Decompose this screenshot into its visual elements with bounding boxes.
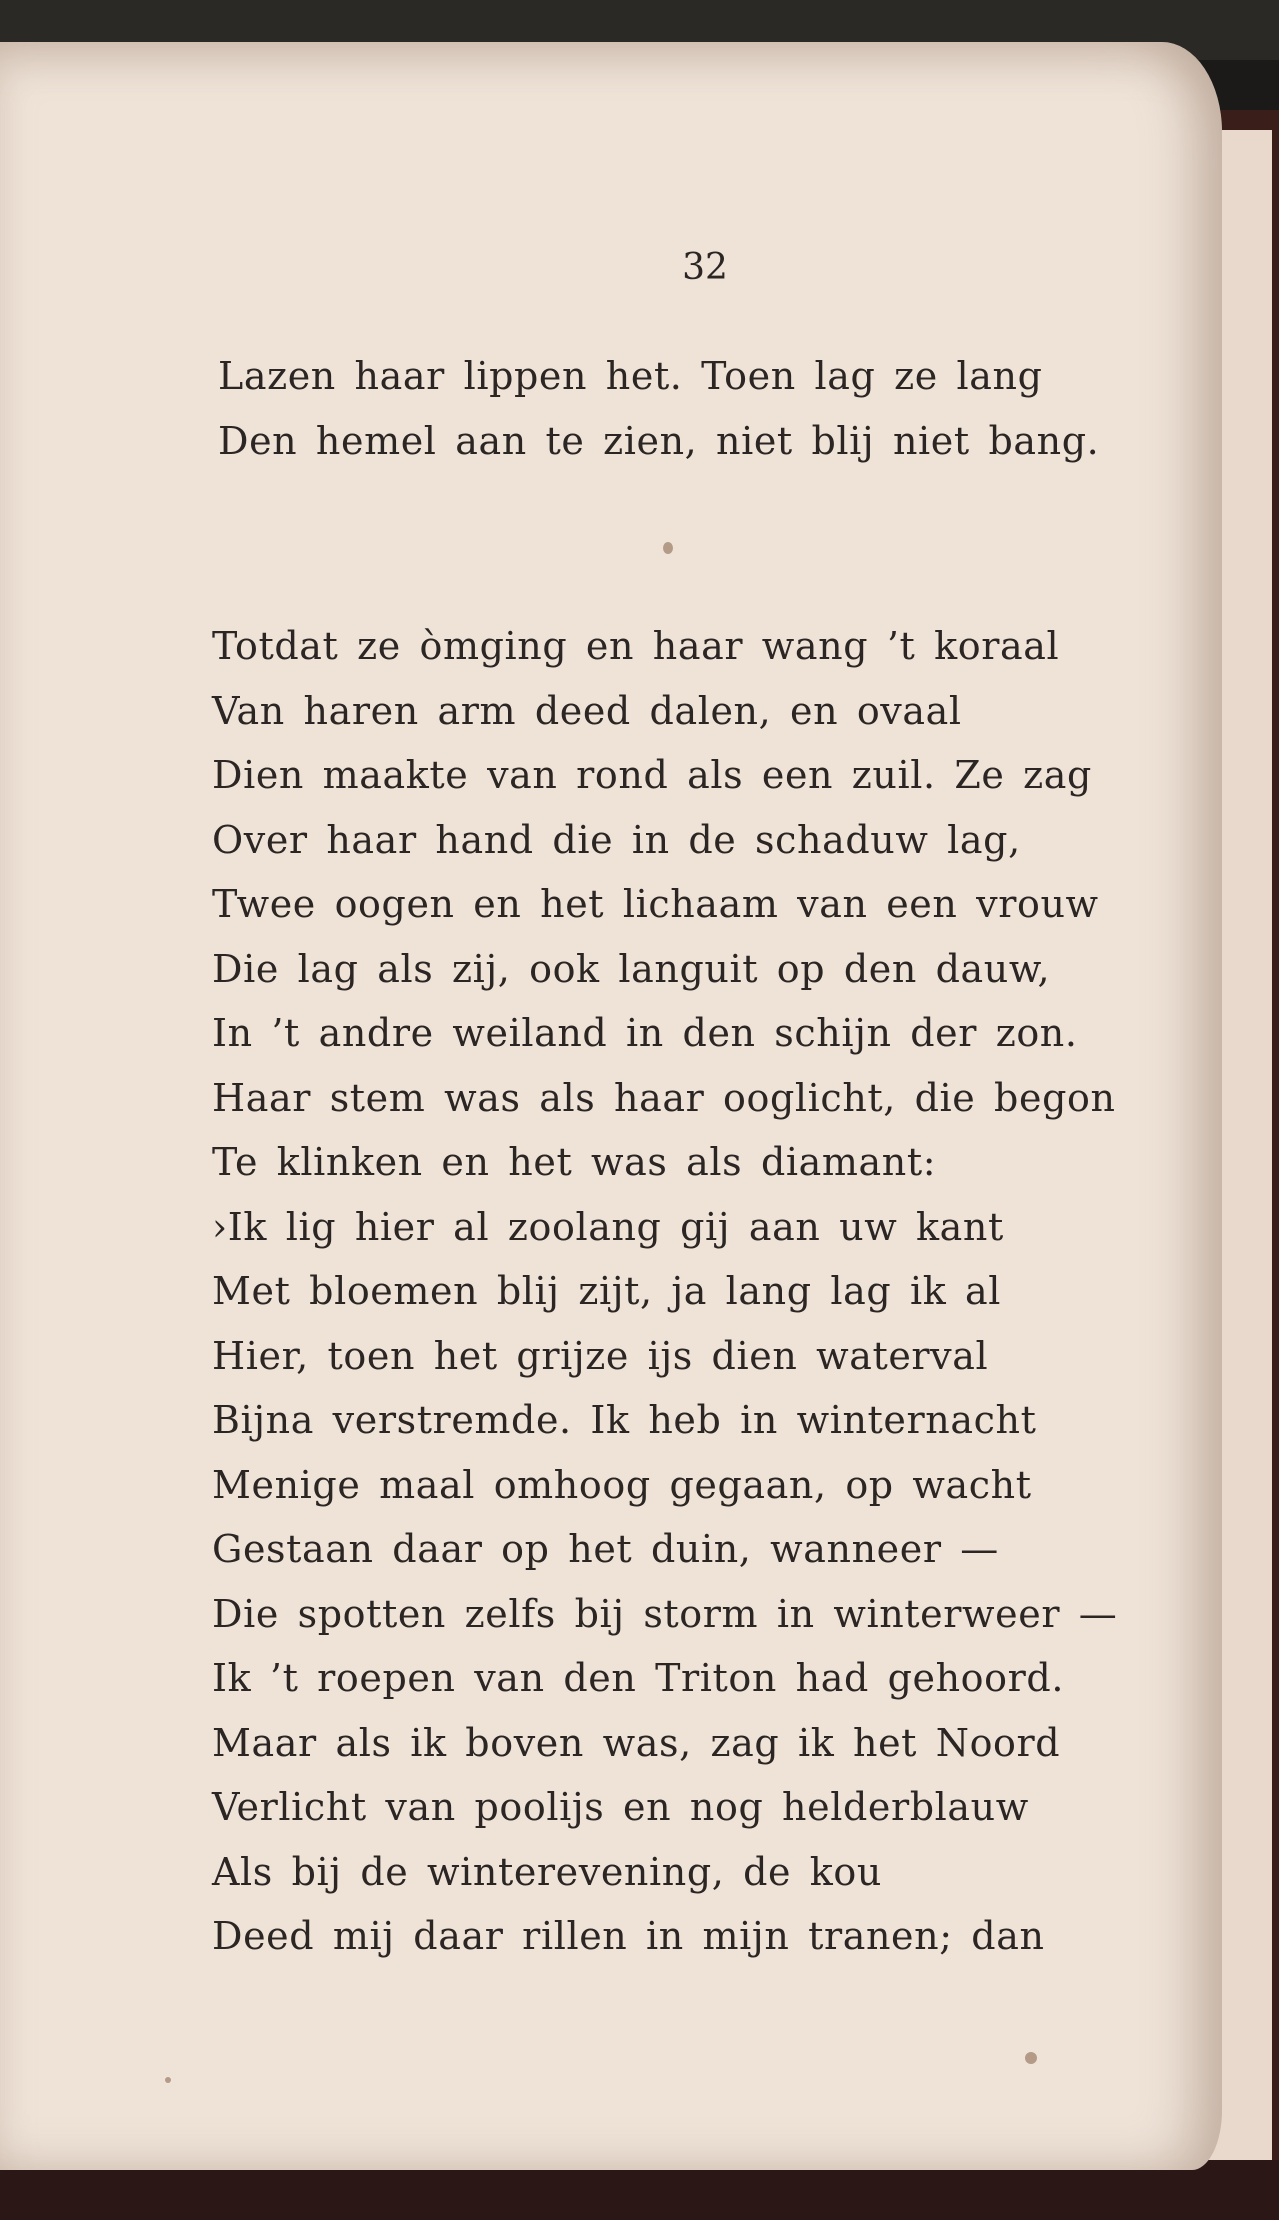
- verse-line: Dien maakte van rond als een zuil. Ze zag: [212, 753, 1092, 797]
- verse-line: Deed mij daar rillen in mijn tranen; dan: [212, 1914, 1045, 1958]
- verse-line: In ’t andre weiland in den schijn der zon.: [212, 1011, 1078, 1055]
- page-number: 32: [682, 247, 728, 288]
- verse-line: Haar stem was als haar ooglicht, die begon: [212, 1075, 1116, 1120]
- verse-line: Menige maal omhoog gegaan, op wacht: [212, 1462, 1032, 1507]
- book-page: [0, 42, 1222, 2170]
- verse-line: Verlicht van poolijs en nog helderblauw: [212, 1785, 1029, 1829]
- verse-line: Lazen haar lippen het. Toen lag ze lang: [218, 354, 1043, 398]
- verse-line: Ik ’t roepen van den Triton had gehoord.: [212, 1656, 1064, 1700]
- foxing-spot: [165, 2077, 171, 2083]
- verse-line: Hier, toen het grijze ijs dien waterval: [212, 1333, 989, 1378]
- stanza-1: [218, 344, 1099, 473]
- verse-line: Totdat ze òmging en haar wang ’t koraal: [212, 624, 1060, 668]
- verse-line: Van haren arm deed dalen, en ovaal: [212, 688, 962, 733]
- foxing-spot: [1025, 2052, 1037, 2064]
- verse-line: Maar als ik boven was, zag ik het Noord: [212, 1720, 1061, 1765]
- verse-line: Den hemel aan te zien, niet blij niet bang.: [218, 418, 1100, 463]
- verse-line: Te klinken en het was als diamant:: [212, 1140, 937, 1184]
- verse-line: Twee oogen en het lichaam van een vrouw: [212, 882, 1099, 926]
- verse-line: Als bij de winterevening, de kou: [212, 1849, 882, 1894]
- verse-line: Die lag als zij, ook languit op den dauw,: [212, 946, 1051, 991]
- stanza-2: [212, 614, 1117, 1969]
- verse-line: ›Ik lig hier al zoolang gij aan uw kant: [212, 1204, 1004, 1249]
- verse-line: Over haar hand die in de schaduw lag,: [212, 817, 1021, 862]
- verse-line: Met bloemen blij zijt, ja lang lag ik al: [212, 1269, 1002, 1313]
- verse-line: Bijna verstremde. Ik heb in winternacht: [212, 1398, 1037, 1442]
- foxing-spot: [663, 542, 673, 554]
- verse-line: Gestaan daar op het duin, wanneer —: [212, 1527, 999, 1571]
- verse-line: Die spotten zelfs bij storm in winterweer —: [212, 1591, 1118, 1636]
